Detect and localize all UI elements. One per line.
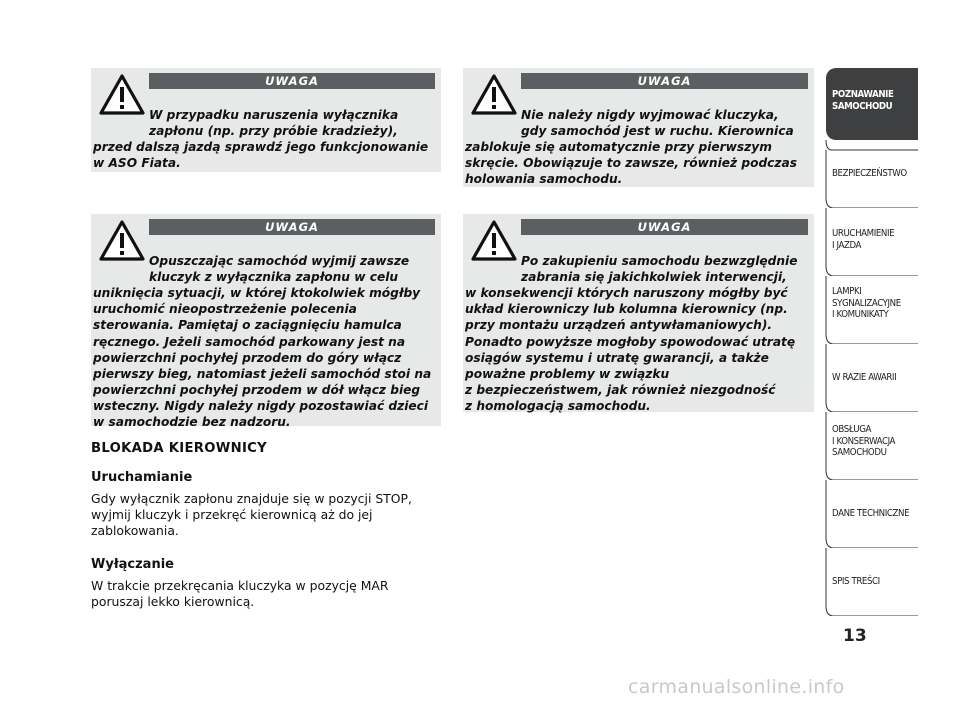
section-title xyxy=(91,437,441,456)
watermark: carmanualsonline.info xyxy=(628,676,845,698)
tab-obsluga-i-konserwacja[interactable] xyxy=(826,412,918,480)
warning-box-4 xyxy=(463,214,814,412)
warning-header: UWAGA xyxy=(149,219,435,235)
paragraph-1: Gdy wyłącznik zapłonu znajduje się w pozycji STOP, wyjmij kluczyk i przekręć kierownicą aż do jej zablokowania. xyxy=(91,491,412,538)
page-number: 13 xyxy=(843,626,867,646)
tab-label: OBSŁUGA I KONSERWACJA SAMOCHODU xyxy=(832,424,896,458)
paragraph-2: W trakcie przekręcania kluczyka w pozycję MAR poruszaj lekko kierownicą. xyxy=(91,578,389,609)
tab-bezpieczenstwo[interactable] xyxy=(826,140,918,208)
warning-text xyxy=(465,91,810,188)
subsection-heading-1: Uruchamianie xyxy=(91,470,193,485)
warning-text-indent: Opuszczając samochód wyjmij zawsze kluczyk z wyłącznika zapłonu w celu xyxy=(149,254,410,285)
subsection-heading-2: Wyłączanie xyxy=(91,557,174,572)
warning-box-2 xyxy=(463,68,814,187)
tab-spis-tresci[interactable] xyxy=(826,548,918,616)
tab-lampki-sygnalizacyjne[interactable] xyxy=(826,276,918,344)
tab-dane-techniczne[interactable] xyxy=(826,480,918,548)
warning-text-indent: Po zakupieniu samochodu bezwzględnie zabrania się jakichkolwiek interwencji, xyxy=(521,254,798,285)
section-heading: BLOKADA KIEROWNICY xyxy=(91,441,267,456)
tab-label: SPIS TREŚCI xyxy=(832,576,880,587)
tab-label: BEZPIECZEŃSTWO xyxy=(832,168,907,179)
subsection-1 xyxy=(91,470,441,539)
tab-label: DANE TECHNICZNE xyxy=(832,508,910,519)
tab-label: W RAZIE AWARII xyxy=(832,372,897,383)
warning-text-indent: Nie należy nigdy wyjmować kluczyka, gdy samochód jest w ruchu. Kierownica xyxy=(521,108,794,139)
tab-uruchamienie-i-jazda[interactable] xyxy=(826,208,918,276)
warning-text-rest: uniknięcia sytuacji, w której ktokolwiek mógłby uruchomić nieopostrzeżenie polecenia sterowania. Pamiętaj o zaciągnięciu hamulca ręcznego. Jeżeli samochód parkowany jest na powierzchni pochyłej przodem do góry włącz pierwszy bieg, natomiast jeżeli samochód stoi na powierzchni pochyłej przodem w dół włącz bieg wsteczny. Nigdy należy nigdy pozostawiać dzieci w samochodzie bez nadzoru. xyxy=(93,286,432,430)
warning-header: UWAGA xyxy=(521,219,808,235)
warning-box-3 xyxy=(91,214,441,430)
warning-box-1 xyxy=(91,68,441,172)
tab-label: LAMPKI SYGNALIZACYJNE I KOMUNIKATY xyxy=(832,286,901,320)
tab-w-razie-awarii[interactable] xyxy=(826,344,918,412)
warning-text-rest: w konsekwencji których naruszony mógłby być układ kierowniczy lub kolumna kierownicy (np. przy montażu urządzeń antywłamaniowych). Ponadto powyższe mogłoby spowodować utratę osiągów systemu i utratę gwarancji, a także poważne problemy w związku z bezpieczeństwem, jak również niezgodność z homologacją samochodu. xyxy=(465,286,796,413)
warning-header: UWAGA xyxy=(521,73,808,89)
warning-text-indent: W przypadku naruszenia wyłącznika zapłonu (np. przy próbie kradzieży), xyxy=(149,108,399,139)
warning-text xyxy=(93,237,437,430)
tab-label: URUCHAMIENIE I JAZDA xyxy=(832,228,895,251)
subsection-2 xyxy=(91,557,441,610)
warning-text-rest: przed dalszą jazdą sprawdź jego funkcjonowanie w ASO Fiata. xyxy=(93,140,429,171)
warning-header: UWAGA xyxy=(149,73,435,89)
tab-poznawanie-samochodu[interactable] xyxy=(826,68,918,140)
warning-text xyxy=(93,91,437,171)
tab-label: POZNAWANIE SAMOCHODU xyxy=(832,89,894,112)
warning-text xyxy=(465,237,810,414)
warning-text-rest: zablokuje się automatycznie przy pierwszym skręcie. Obowiązuje to zawsze, również podczas holowania samochodu. xyxy=(465,140,797,187)
